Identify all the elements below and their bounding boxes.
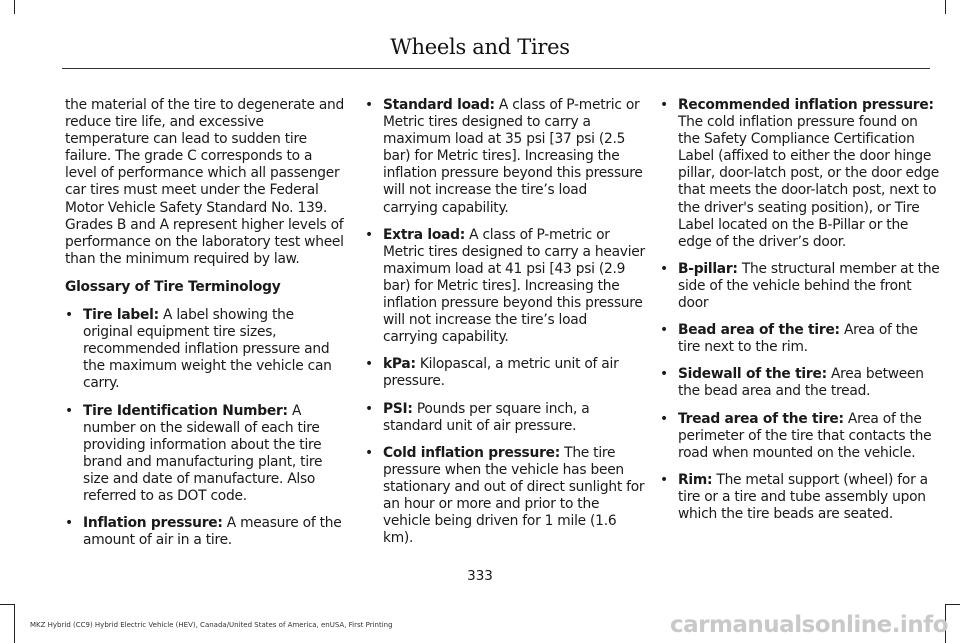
bullet: • <box>660 366 668 383</box>
glossary-item <box>65 307 345 392</box>
glossary-item <box>365 227 645 347</box>
glossary-term: Standard load: <box>383 97 495 113</box>
glossary-item <box>65 403 345 506</box>
column-1 <box>65 97 345 559</box>
glossary-item <box>660 322 940 356</box>
glossary-definition: Pounds per square inch, a standard unit of air pressure. <box>383 400 590 434</box>
bullet: • <box>365 356 373 373</box>
glossary-definition: A class of P-metric or Metric tires designed to carry a maximum load at 35 psi [37 psi (2.5 bar) for Metric tires]. Increasing the inflation pressure beyond this pressure will not increase the tire’s load carrying capability. <box>383 97 643 216</box>
glossary-list-2 <box>365 97 645 547</box>
glossary-term: Rim: <box>678 471 713 488</box>
glossary-definition: Area of the tire next to the rim. <box>678 322 918 356</box>
glossary-term: kPa: <box>383 356 416 373</box>
glossary-definition: The metal support (wheel) for a tire or a tire and tube assembly upon which the tire beads are seated. <box>678 471 928 522</box>
glossary-item <box>660 472 940 523</box>
glossary-term: Bead area of the tire: <box>678 322 840 339</box>
glossary-term: Tread area of the tire: <box>678 410 844 427</box>
glossary-term: Tire Identification Number: <box>83 402 288 419</box>
footer-text: MKZ Hybrid (CC9) Hybrid Electric Vehicle (HEV), Canada/United States of America, enUSA, First Printing <box>30 621 393 629</box>
header-rule <box>62 68 930 69</box>
glossary-term: Recommended inflation pressure: <box>678 97 934 113</box>
glossary-definition: A number on the sidewall of each tire providing information about the tire brand and manufacturing plant, tire size and date of manufacture. Also referred to as DOT code. <box>83 402 323 504</box>
crop-mark-top-right <box>945 0 960 14</box>
glossary-item <box>365 445 645 548</box>
intro-paragraph: the material of the tire to degenerate and reduce tire life, and excessive temperature can lead to sudden tire failure. The grade C corresponds to a level of performance which all passenger car tires must meet under the Federal Motor Vehicle Safety Standard No. 139. Grades B and A represent higher levels of performance on the laboratory test wheel than the minimum required by law. <box>65 97 345 267</box>
glossary-item <box>660 366 940 400</box>
glossary-definition: Area between the bead area and the tread. <box>678 366 924 400</box>
bullet: • <box>660 260 668 277</box>
bullet: • <box>660 322 668 339</box>
glossary-definition: A label showing the original equipment tire sizes, recommended inflation pressure and the maximum weight the vehicle can carry. <box>83 307 332 392</box>
glossary-definition: Kilopascal, a metric unit of air pressure. <box>383 356 619 390</box>
glossary-item <box>365 356 645 390</box>
glossary-term: Inflation pressure: <box>83 515 223 532</box>
glossary-definition: The tire pressure when the vehicle has been stationary and out of direct sunlight for an hour or more and prior to the vehicle being driven for 1 mile (1.6 km). <box>383 444 645 547</box>
bullet: • <box>660 97 668 113</box>
bullet: • <box>660 471 668 488</box>
glossary-definition: A class of P-metric or Metric tires designed to carry a heavier maximum load at 41 psi [43 psi (2.9 bar) for Metric tires]. Increasing the inflation pressure beyond this pressure will not increase the tire’s load carrying capability. <box>383 226 645 346</box>
bullet: • <box>65 402 73 419</box>
glossary-item <box>65 515 345 549</box>
glossary-item <box>660 261 940 312</box>
bullet: • <box>365 97 373 113</box>
bullet: • <box>365 226 373 243</box>
column-3 <box>660 97 940 533</box>
glossary-term: PSI: <box>383 400 413 417</box>
glossary-item <box>365 401 645 435</box>
glossary-definition: A measure of the amount of air in a tire. <box>83 515 342 549</box>
glossary-item <box>365 97 645 217</box>
glossary-heading: Glossary of Tire Terminology <box>65 278 281 295</box>
watermark: carmanualsonline.info <box>669 612 948 638</box>
page-number: 333 <box>467 568 493 584</box>
bullet: • <box>365 444 373 461</box>
glossary-definition: The structural member at the side of the vehicle behind the front door <box>678 260 940 312</box>
glossary-definition: The cold inflation pressure found on the Safety Compliance Certification Label (affixed to either the door hinge pillar, door-latch post, or the door edge that meets the door-latch post, next to the driver's seating position), or Tire Label located on the B-Pillar or the edge of the driver’s door. <box>678 114 940 250</box>
page-title: Wheels and Tires <box>390 35 570 59</box>
glossary-list-1 <box>65 307 345 549</box>
glossary-term: B-pillar: <box>678 260 738 277</box>
bullet: • <box>65 307 73 324</box>
crop-mark-bottom-left <box>0 604 15 643</box>
glossary-term: Cold inflation pressure: <box>383 444 560 461</box>
glossary-list-3 <box>660 97 940 523</box>
bullet: • <box>365 400 373 417</box>
glossary-item <box>660 411 940 462</box>
bullet: • <box>660 410 668 427</box>
bullet: • <box>65 515 73 532</box>
column-2 <box>365 97 645 557</box>
glossary-definition: Area of the perimeter of the tire that contacts the road when mounted on the vehicle. <box>678 410 932 461</box>
glossary-term: Sidewall of the tire: <box>678 366 827 383</box>
crop-mark-top-left <box>0 0 15 14</box>
glossary-term: Extra load: <box>383 226 465 243</box>
glossary-term: Tire label: <box>83 307 159 324</box>
glossary-item <box>660 97 940 251</box>
